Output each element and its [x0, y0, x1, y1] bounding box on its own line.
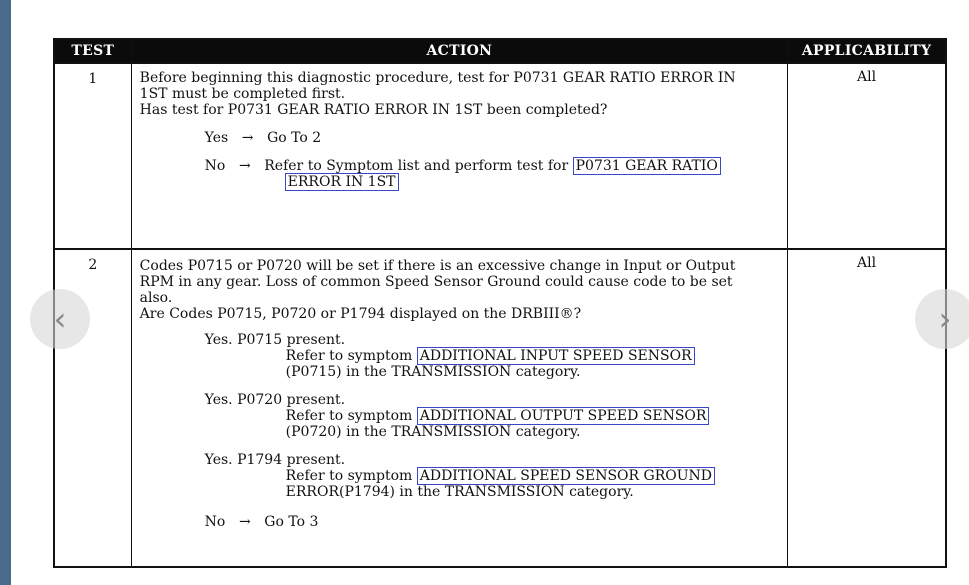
answer-no-text: Refer to Symptom list and perform test for: [264, 158, 569, 174]
symptom-link[interactable]: P0731 GEAR RATIO: [573, 157, 721, 175]
arrow-icon: →: [238, 514, 251, 530]
answer-option-refer: [205, 408, 781, 424]
answer-option-tail: (P0715) in the TRANSMISSION category.: [285, 364, 581, 380]
answer-option-refer: [205, 348, 781, 364]
symptom-link[interactable]: ERROR IN 1ST: [285, 173, 399, 191]
header-applicability: APPLICABILITY: [788, 39, 946, 63]
answer-option-head: Yes. P1794 present.: [204, 452, 346, 468]
chevron-right-icon: ›: [938, 300, 952, 338]
answer-option: [140, 392, 781, 440]
answer-no-label: No: [204, 514, 226, 530]
next-page-button[interactable]: [915, 289, 969, 349]
refer-text: Refer to symptom: [285, 468, 413, 484]
goto-step-link[interactable]: Go To 2: [267, 130, 322, 146]
answer-option-refer: [205, 468, 781, 484]
answer-no: [140, 158, 781, 174]
symptom-link[interactable]: ADDITIONAL INPUT SPEED SENSOR: [417, 347, 695, 365]
applicability-value: All: [788, 63, 946, 249]
table-header-row: [54, 39, 946, 63]
diagnostic-table: [53, 38, 947, 568]
header-test: TEST: [54, 39, 131, 63]
answer-option-head: Yes. P0720 present.: [204, 392, 346, 408]
table-row: [54, 249, 946, 567]
test-number: 1: [54, 63, 131, 249]
symptom-link[interactable]: ADDITIONAL OUTPUT SPEED SENSOR: [417, 407, 710, 425]
left-edge-strip: [0, 0, 11, 585]
answer-no-continued: [140, 174, 781, 190]
answer-yes: [140, 130, 781, 146]
action-cell: [131, 249, 787, 567]
header-action: ACTION: [131, 39, 787, 63]
refer-text: Refer to symptom: [285, 348, 413, 364]
answer-no-label: No: [204, 158, 226, 174]
answer-option-tail: (P0720) in the TRANSMISSION category.: [285, 424, 581, 440]
arrow-icon: →: [241, 130, 254, 146]
answer-option: [140, 452, 781, 500]
table-row: [54, 63, 946, 249]
applicability-value: All: [788, 249, 946, 567]
action-cell: [131, 63, 787, 249]
arrow-icon: →: [238, 158, 251, 174]
question-text: Has test for P0731 GEAR RATIO ERROR IN 1ST been completed?: [139, 102, 608, 118]
test-number: 2: [54, 249, 131, 567]
answer-no: [140, 514, 781, 530]
refer-text: Refer to symptom: [285, 408, 413, 424]
instruction-line: RPM in any gear. Loss of common Speed Sensor Ground could cause code to be set: [139, 274, 733, 290]
answer-yes-label: Yes: [204, 130, 229, 146]
instruction-line: also.: [139, 290, 173, 306]
instruction-line: Codes P0715 or P0720 will be set if there is an excessive change in Input or Output: [139, 258, 736, 274]
symptom-link[interactable]: ADDITIONAL SPEED SENSOR GROUND: [417, 467, 715, 485]
previous-page-button[interactable]: [30, 289, 90, 349]
chevron-left-icon: ‹: [53, 300, 67, 338]
goto-step-link[interactable]: Go To 3: [264, 514, 319, 530]
instruction-line: Before beginning this diagnostic procedure, test for P0731 GEAR RATIO ERROR IN: [139, 70, 736, 86]
instruction-line: 1ST must be completed first.: [139, 86, 346, 102]
answer-option-tail: ERROR(P1794) in the TRANSMISSION category.: [285, 484, 634, 500]
question-text: Are Codes P0715, P0720 or P1794 displayed on the DRBIII®?: [139, 306, 582, 322]
answer-option-head: Yes. P0715 present.: [204, 332, 346, 348]
answer-option: [140, 332, 781, 380]
